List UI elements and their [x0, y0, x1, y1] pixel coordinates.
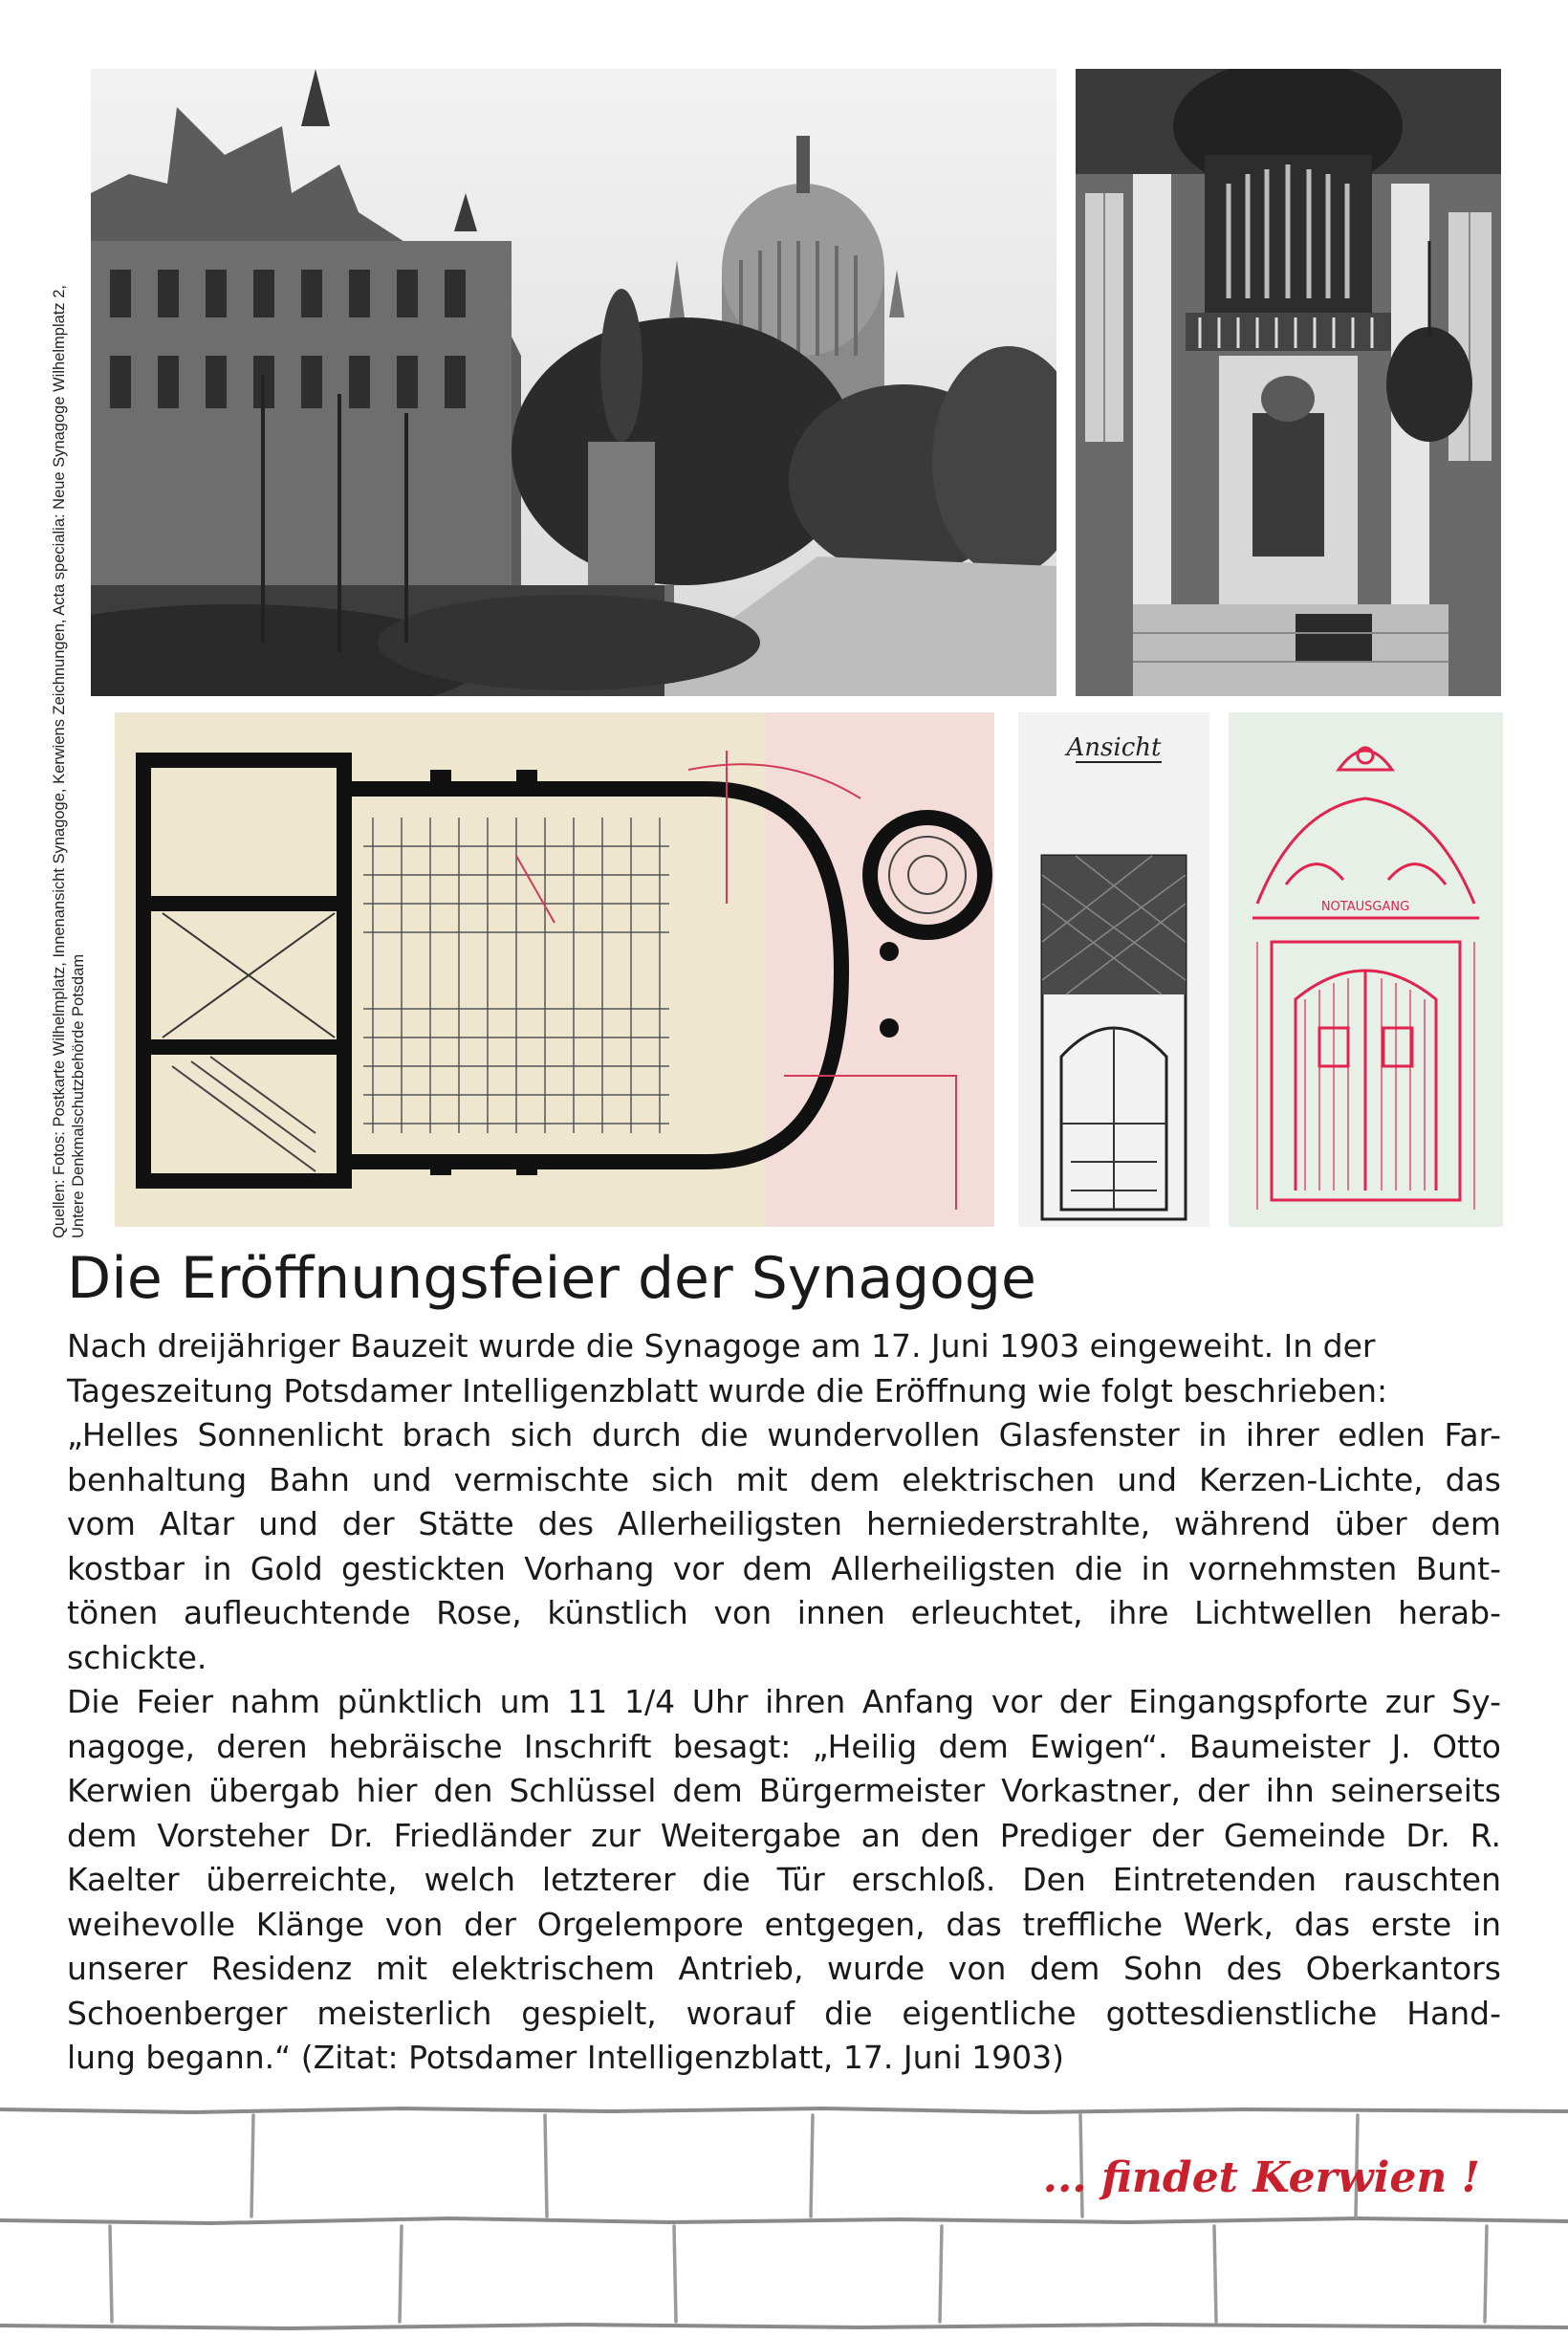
sources-line-2: Untere Denkmalschutzbehörde Potsdam: [70, 953, 87, 1238]
photo-wilhelmplatz-postcard: [91, 69, 1056, 696]
article-line: Kerwien übergab hier den Schlüssel dem Bürgermeister Vorkastner, der ihn seinerseits: [67, 1772, 1501, 1809]
article-body: [67, 1324, 1501, 2081]
article-line: Die Feier nahm pünktlich um 11 1/4 Uhr ihren Anfang vor der Eingangspforte zur Sy-: [67, 1683, 1501, 1720]
article-line: tönen aufleuchtende Rose, künstlich von innen erleuchtet, ihre Lichtwellen herab-: [67, 1594, 1501, 1631]
article-line: Kaelter überreichte, welch letzterer die Tür erschloß. Den Eintretenden rauschten: [67, 1861, 1501, 1898]
brick-wall-footer: [0, 2104, 1568, 2333]
article-line: benhaltung Bahn und vermischte sich mit dem elektrischen und Kerzen-Lichte, das: [67, 1460, 1501, 1498]
article-line: Schoenberger meisterlich gespielt, worauf die eigentliche gottesdienstliche Hand-: [67, 1994, 1501, 2032]
photo-synagogue-interior: [1076, 69, 1501, 696]
article-line: „Helles Sonnenlicht brach sich durch die wundervollen Glasfenster in ihrer edlen Far-: [67, 1416, 1501, 1453]
article-line: kostbar in Gold gestickten Vorhang vor dem Allerheiligsten die in vornehmsten Bunt-: [67, 1549, 1501, 1587]
page-title: Die Eröffnungsfeier der Synagoge: [67, 1245, 1036, 1312]
article-line: unserer Residenz mit elektrischem Antrieb, wurde von dem Sohn des Oberkantors: [67, 1950, 1501, 1987]
footer-slogan: ... findet Kerwien !: [1042, 2153, 1480, 2202]
article-line: Nach dreijähriger Bauzeit wurde die Synagoge am 17. Juni 1903 eingeweiht. In der: [67, 1327, 1376, 1365]
article-line: dem Vorsteher Dr. Friedländer zur Weitergabe an den Prediger der Gemeinde Dr. R.: [67, 1816, 1501, 1854]
portal-label: NOTAUSGANG: [1320, 900, 1410, 914]
sources-line-1: Quellen: Fotos: Postkarte Wilhelmplatz, Innenansicht Synagoge, Kerwiens Zeichnungen, Acta specialia: Neue Synagoge Wilhelmplatz 2,: [51, 285, 68, 1238]
article-line: lung begann.“ (Zitat: Potsdamer Intelligenzblatt, 17. Juni 1903): [67, 2039, 1064, 2076]
drawing-elevation-ansicht: [1018, 712, 1209, 1227]
drawing-floor-plan: [115, 712, 994, 1227]
ansicht-label: Ansicht: [1066, 733, 1162, 762]
drawing-portal-notausgang: [1229, 712, 1503, 1227]
article-line: nagoge, deren hebräische Inschrift besagt: „Heilig dem Ewigen“. Baumeister J. Otto: [67, 1727, 1501, 1765]
article-line: vom Altar und der Stätte des Allerheiligsten herniederstrahlte, während über dem: [67, 1505, 1501, 1542]
article-line: schickte.: [67, 1638, 207, 1676]
article-line: weihevolle Klänge von der Orgelempore entgegen, das treffliche Werk, das erste in: [67, 1905, 1501, 1943]
article-line: Tageszeitung Potsdamer Intelligenzblatt wurde die Eröffnung wie folgt beschrieben:: [67, 1371, 1388, 1409]
